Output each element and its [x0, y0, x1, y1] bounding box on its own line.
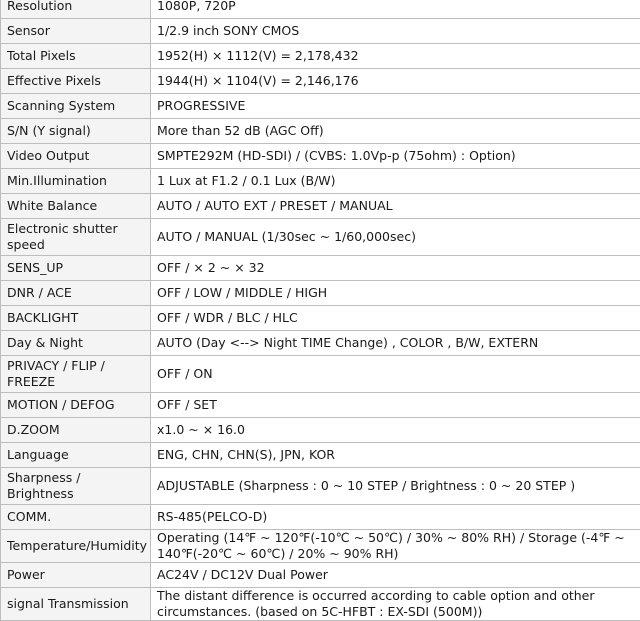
table-row: [1, 144, 640, 169]
row-label: Sharpness / Brightness: [1, 468, 151, 505]
row-value: x1.0 ~ × 16.0: [151, 418, 640, 443]
row-label: White Balance: [1, 194, 151, 219]
row-label: S/N (Y signal): [1, 119, 151, 144]
table-row: [1, 19, 640, 44]
table-row: [1, 194, 640, 219]
row-value: RS-485(PELCO-D): [151, 505, 640, 530]
row-value: Operating (14℉ ~ 120℉(-10℃ ~ 50℃) / 30% ~ 80% RH) / Storage (-4℉ ~ 140℉(-20℃ ~ 60℃) / 20% ~ 90% RH): [151, 530, 640, 563]
row-label: BACKLIGHT: [1, 306, 151, 331]
table-row: [1, 0, 640, 19]
table-row: [1, 393, 640, 418]
row-value: 1944(H) × 1104(V) = 2,146,176: [151, 69, 640, 94]
table-row: [1, 356, 640, 393]
row-value: AUTO / AUTO EXT / PRESET / MANUAL: [151, 194, 640, 219]
table-row: [1, 94, 640, 119]
row-value: ADJUSTABLE (Sharpness : 0 ~ 10 STEP / Brightness : 0 ~ 20 STEP ): [151, 468, 640, 505]
row-label: SENS_UP: [1, 256, 151, 281]
row-value: AC24V / DC12V Dual Power: [151, 563, 640, 588]
table-row: [1, 44, 640, 69]
row-label: Resolution: [1, 0, 151, 19]
table-row: [1, 530, 640, 563]
row-value: 1080P, 720P: [151, 0, 640, 19]
row-value: The distant difference is occurred according to cable option and other circumstances. (based on 5C-HFBT : EX-SDI (500M)): [151, 588, 640, 621]
row-label: Sensor: [1, 19, 151, 44]
row-label: COMM.: [1, 505, 151, 530]
table-row: [1, 505, 640, 530]
table-row: [1, 418, 640, 443]
row-label: PRIVACY / FLIP / FREEZE: [1, 356, 151, 393]
row-value: OFF / WDR / BLC / HLC: [151, 306, 640, 331]
row-value: More than 52 dB (AGC Off): [151, 119, 640, 144]
row-label: Effective Pixels: [1, 69, 151, 94]
table-row: [1, 331, 640, 356]
row-value: PROGRESSIVE: [151, 94, 640, 119]
table-row: [1, 281, 640, 306]
row-label: MOTION / DEFOG: [1, 393, 151, 418]
row-label: Total Pixels: [1, 44, 151, 69]
row-label: Scanning System: [1, 94, 151, 119]
table-row: [1, 306, 640, 331]
row-value: 1/2.9 inch SONY CMOS: [151, 19, 640, 44]
row-label: Day & Night: [1, 331, 151, 356]
table-row: [1, 468, 640, 505]
row-value: OFF / SET: [151, 393, 640, 418]
row-label: Min.Illumination: [1, 169, 151, 194]
row-label: D.ZOOM: [1, 418, 151, 443]
row-value: 1 Lux at F1.2 / 0.1 Lux (B/W): [151, 169, 640, 194]
row-label: signal Transmission: [1, 588, 151, 621]
table-row: [1, 169, 640, 194]
row-label: Language: [1, 443, 151, 468]
row-label: Temperature/Humidity: [1, 530, 151, 563]
row-value: OFF / ON: [151, 356, 640, 393]
row-value: OFF / LOW / MIDDLE / HIGH: [151, 281, 640, 306]
row-label: DNR / ACE: [1, 281, 151, 306]
table-row: [1, 219, 640, 256]
row-label: Video Output: [1, 144, 151, 169]
row-value: AUTO (Day <--> Night TIME Change) , COLOR , B/W, EXTERN: [151, 331, 640, 356]
table-row: [1, 256, 640, 281]
row-label: Electronic shutter speed: [1, 219, 151, 256]
row-value: 1952(H) × 1112(V) = 2,178,432: [151, 44, 640, 69]
row-value: SMPTE292M (HD-SDI) / (CVBS: 1.0Vp-p (75ohm) : Option): [151, 144, 640, 169]
table-row: [1, 443, 640, 468]
table-row: [1, 563, 640, 588]
row-value: AUTO / MANUAL (1/30sec ~ 1/60,000sec): [151, 219, 640, 256]
table-row: [1, 588, 640, 621]
row-value: ENG, CHN, CHN(S), JPN, KOR: [151, 443, 640, 468]
table-row: [1, 69, 640, 94]
row-value: OFF / × 2 ~ × 32: [151, 256, 640, 281]
table-row: [1, 119, 640, 144]
row-label: Power: [1, 563, 151, 588]
